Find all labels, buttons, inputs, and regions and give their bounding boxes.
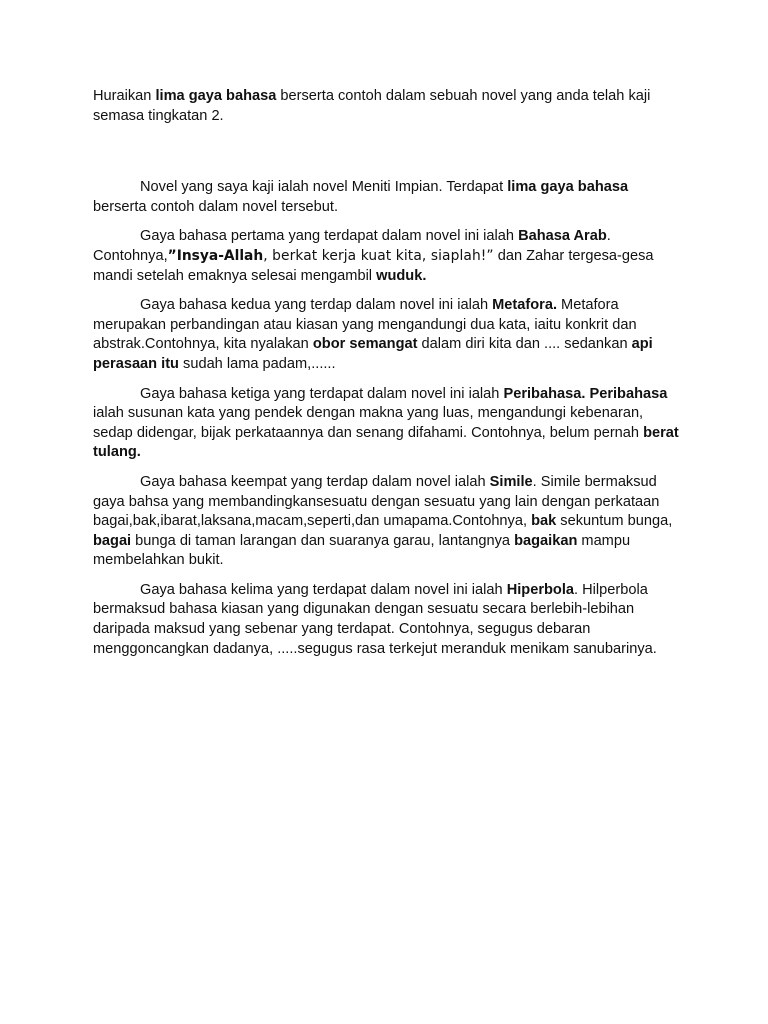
style-3-paragraph bbox=[93, 385, 683, 463]
style-2-paragraph bbox=[93, 296, 683, 374]
style-1-paragraph bbox=[93, 227, 683, 286]
text-run: Novel yang saya kaji ialah novel Meniti Impian. Terdapat bbox=[140, 179, 508, 196]
text-run: dalam diri kita dan .... sedankan bbox=[417, 336, 632, 353]
text-run: Gaya bahasa ketiga yang terdapat dalam novel ini ialah bbox=[140, 385, 504, 402]
text-run: ialah susunan kata yang pendek dengan makna yang luas, mengandungi kebenaran, sedap didengar, bijak perkataannya dan senang difahami. Contohnya, belum pernah bbox=[93, 405, 644, 441]
bold-run: bak bbox=[531, 513, 557, 530]
bold-run: Simile bbox=[489, 473, 533, 490]
style-4-paragraph bbox=[93, 473, 683, 571]
text-run: Gaya bahasa keempat yang terdap dalam novel ialah bbox=[140, 473, 490, 490]
text-run: sudah lama padam,...... bbox=[178, 355, 336, 372]
question-text bbox=[93, 87, 683, 126]
style-5-paragraph bbox=[93, 581, 683, 659]
bold-run: bagaikan bbox=[514, 532, 578, 549]
quote-bold-run: ”Insya-Allah bbox=[167, 247, 264, 264]
bold-run: lima gaya bahasa bbox=[507, 179, 629, 196]
intro-paragraph bbox=[93, 178, 683, 217]
text-run: bunga di taman larangan dan suaranya garau, lantangnya bbox=[131, 532, 515, 549]
text-run: . Contohnya, bbox=[93, 228, 611, 264]
bold-run: api perasaan itu bbox=[93, 336, 653, 372]
bold-run: wuduk. bbox=[376, 267, 427, 284]
bold-run: Bahasa Arab bbox=[518, 228, 607, 245]
text-run: dan Zahar tergesa-gesa mandi setelah emaknya selesai mengambil bbox=[93, 247, 654, 284]
answer-body bbox=[93, 178, 683, 659]
quote-run: , berkat kerja kuat kita, siaplah!” bbox=[263, 247, 494, 264]
text-run: Gaya bahasa pertama yang terdapat dalam novel ini ialah bbox=[140, 228, 519, 245]
question-text-part: Huraikan bbox=[93, 88, 156, 104]
bold-run: Hiperbola bbox=[506, 581, 575, 598]
question-emphasis: lima gaya bahasa bbox=[155, 88, 277, 104]
text-run: Gaya bahasa kelima yang terdapat dalam novel ini ialah bbox=[140, 581, 507, 598]
bold-run: Peribahasa bbox=[589, 385, 668, 402]
text-run: sekuntum bunga, bbox=[556, 513, 673, 530]
text-run: Gaya bahasa kedua yang terdap dalam novel ini ialah bbox=[140, 297, 493, 314]
bold-run: berat tulang. bbox=[93, 424, 679, 461]
bold-run: Peribahasa. bbox=[503, 385, 586, 402]
text-run: Metafora merupakan perbandingan atau kiasan yang mengandungi dua kata, iaitu konkrit dan abstrak.Contohnya, kita nyalakan bbox=[93, 297, 637, 353]
document-page bbox=[93, 87, 683, 669]
text-run: berserta contoh dalam novel tersebut. bbox=[93, 198, 338, 215]
question-text-part: berserta contoh dalam sebuah novel yang anda telah kaji semasa tingkatan 2. bbox=[93, 88, 651, 124]
bold-run: bagai bbox=[93, 532, 132, 549]
text-run: . Simile bermaksud gaya bahsa yang membandingkansesuatu dengan sesuatu yang lain dengan perkataan bagai,bak,ibarat,laksana,macam,seperti,dan umapama.Contohnya, bbox=[93, 473, 660, 530]
bold-run: Metafora. bbox=[492, 297, 557, 314]
bold-run: obor semangat bbox=[312, 336, 418, 353]
text-run: mampu membelahkan bukit. bbox=[93, 532, 631, 569]
text-run: . Hilperbola bermaksud bahasa kiasan yang digunakan dengan sesuatu secara berlebih-lebihan daripada maksud yang sebenar yang terdapat. Contohnya, segugus debaran menggoncangkan dadanya, .....segugus rasa terkejut meranduk menikam sanubarinya. bbox=[93, 581, 657, 657]
